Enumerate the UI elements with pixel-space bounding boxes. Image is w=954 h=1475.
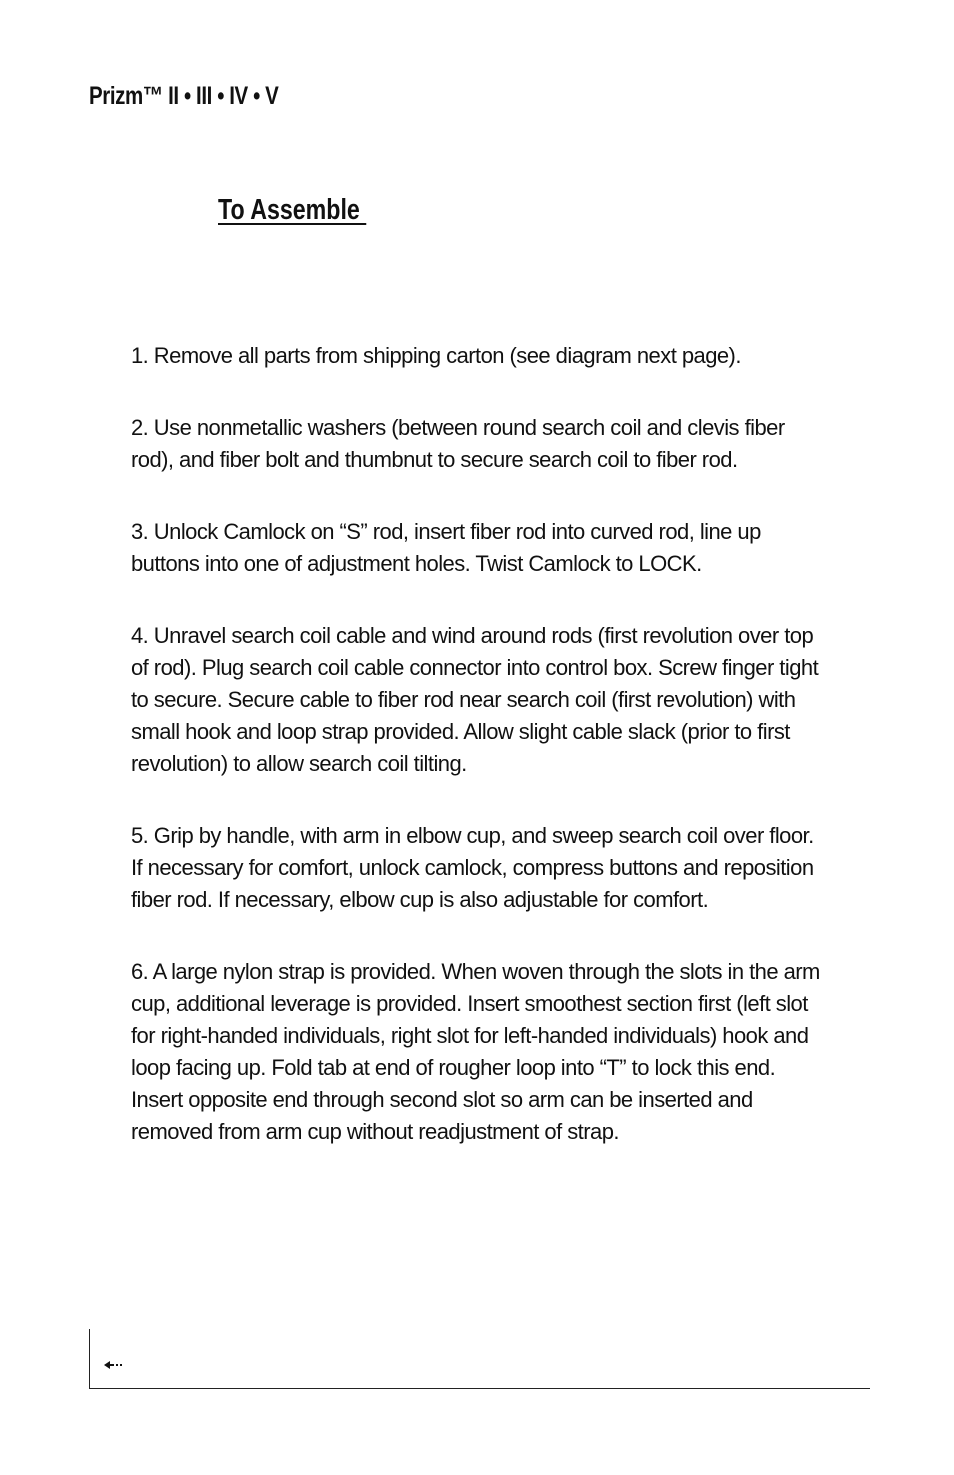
footer-horizontal-rule bbox=[89, 1388, 870, 1389]
list-item: 4. Unravel search coil cable and wind around rods (first revolution over top of rod). Plug search coil cable connector into control box. Screw finger tight to secure. Secure cable to fiber rod near search coil (first revolution) with small hook and loop strap provided. Allow slight cable slack (prior to first revolution) to allow search coil tilting. bbox=[131, 623, 819, 776]
list-item: 5. Grip by handle, with arm in elbow cup, and sweep search coil over floor. If necessary for comfort, unlock camlock, compress buttons and reposition fiber rod. If necessary, elbow cup is also adjustable for comfort. bbox=[131, 823, 814, 912]
section-heading: To Assemble bbox=[218, 194, 367, 226]
list-item: 2. Use nonmetallic washers (between round search coil and clevis fiber rod), and fiber bolt and thumbnut to secure search coil to fiber rod. bbox=[131, 415, 785, 472]
assembly-steps-list bbox=[131, 340, 823, 1148]
list-item: 6. A large nylon strap is provided. When woven through the slots in the arm cup, additional leverage is provided. Insert smoothest section first (left slot for right-handed individuals, right slot for left-handed individuals) hook and loop facing up. Fold tab at end of rougher loop into “T” to lock this end. Insert opposite end through second slot so arm can be inserted and removed from arm cup without readjustment of strap. bbox=[131, 959, 820, 1144]
document-header-title: Prizm™ II • III • IV • V bbox=[89, 82, 279, 110]
list-item: 3. Unlock Camlock on “S” rod, insert fiber rod into curved rod, line up buttons into one of adjustment holes. Twist Camlock to LOCK. bbox=[131, 519, 761, 576]
list-item: 1. Remove all parts from shipping carton (see diagram next page). bbox=[131, 343, 741, 368]
footer-vertical-rule bbox=[89, 1329, 90, 1389]
back-arrow-icon bbox=[104, 1360, 124, 1370]
